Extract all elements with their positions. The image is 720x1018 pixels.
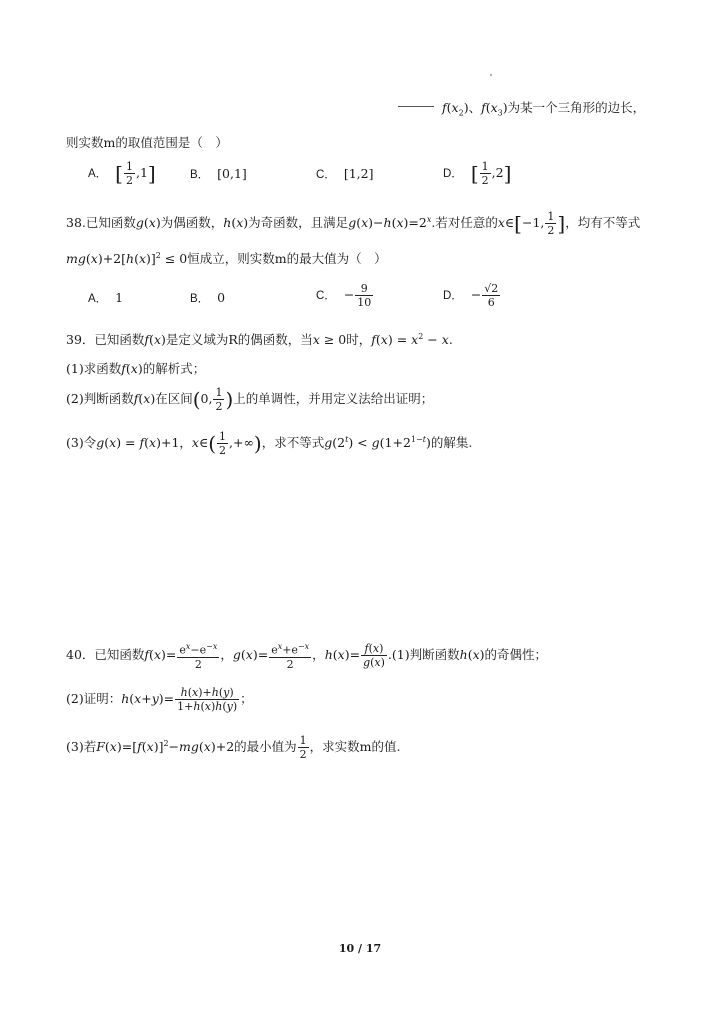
q37-option-d[interactable]: D． [ $\frac{1}{2}$ ,2] (443, 160, 512, 187)
q38-option-a[interactable]: A． 1 (88, 290, 124, 305)
q39-stem: 39．已知函数f(x)是定义域为R的偶函数，当x ≥ 0时，$f(x) = x^2 - x$. (66, 331, 453, 347)
option-letter: A． (88, 293, 108, 305)
option-letter: C． (316, 169, 336, 181)
option-letter: B． (190, 293, 210, 305)
option-letter: A． (88, 168, 108, 180)
q37-option-b[interactable]: B． [0,1] (190, 166, 247, 181)
q37-stem: 则实数m的取值范围是（ ） (66, 135, 228, 150)
q40-part2: (2)证明：h(x+y)= $\frac{h(x)+h(y)}{1+h(x)h(y)}$ ； (66, 686, 253, 713)
fragment-text: 为某一个三角形的边长， (507, 100, 646, 115)
q38-option-d[interactable]: D． − $\frac{√2}{6}$ (443, 282, 499, 309)
page-number: 10 / 17 (338, 942, 382, 955)
fragment-rule (398, 106, 434, 107)
q38-option-c[interactable]: C． − $\frac{9}{10}$ (316, 282, 372, 309)
q39-part2: (2)判断函数f(x)在区间(0, $\frac{1}{2}$ )上的单调性，并用定义法给出证明； (66, 386, 434, 413)
scan-speck (490, 74, 492, 76)
option-letter: B． (190, 169, 210, 181)
q40-stem: 40．已知函数f(x)= $\frac{e^x-e^{-x}}{2}$ ，g(x)= $\frac{e^x+e^{-x}}{2}$ ，h(x)= $\frac{f(x)}{g(x)}$ .(1)判断函数h(x)的奇偶性； (66, 641, 548, 671)
option-letter: D． (443, 168, 463, 180)
q38-line1: 38.已知函数g(x)为偶函数，h(x)为奇函数，且满足$g(x)-h(x)=2^x$.若对任意的x∈[−1, $\frac{1}{2}$ ]，均有不等式 (66, 210, 641, 237)
q40-part3: (3)若$F(x)=[f(x)]^2-mg(x)+2$的最小值为 $\frac{1}{2}$ ，求实数m的值. (66, 734, 401, 761)
option-letter: C． (316, 290, 336, 302)
fragment-line: $f(x_2)$、$f(x_3)$为某一个三角形的边长， (442, 100, 646, 118)
q37-option-a[interactable]: A． [ $\frac{1}{2}$ ,1] (88, 160, 156, 187)
q39-part3: (3)令g(x) = f(x)+1，x∈( $\frac{1}{2}$ ,+∞)，求不等式$g(2^t) < g(1+2^{1-t})$的解集. (66, 430, 473, 457)
q37-option-c[interactable]: C． [1,2] (316, 166, 374, 181)
q39-part1: (1)求函数f(x)的解析式； (66, 361, 206, 376)
q38-option-b[interactable]: B． 0 (190, 290, 226, 305)
option-letter: D． (443, 290, 463, 302)
q38-line2: $mg(x)+2[h(x)]^2 \le 0$恒成立，则实数m的最大值为（ ） (66, 250, 387, 266)
